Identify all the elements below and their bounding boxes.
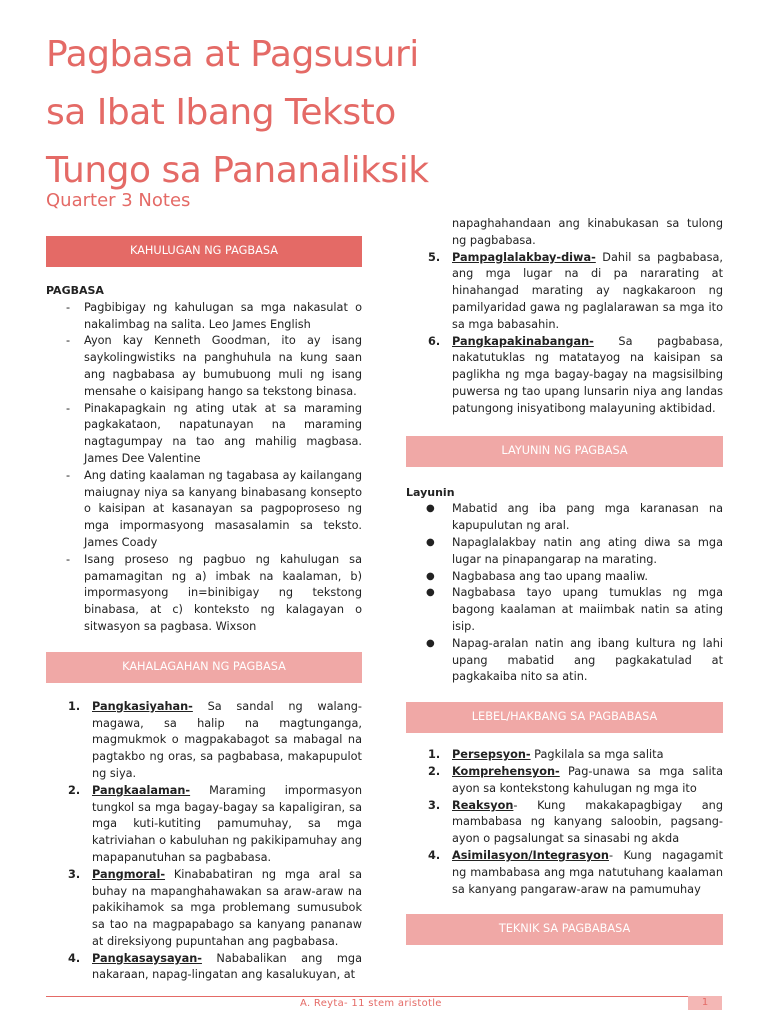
list-item [406,764,723,798]
list-item [46,783,362,867]
document-subtitle: Quarter 3 Notes [46,190,191,211]
list-number: 4. [68,951,81,965]
list-term: Pangkasiyahan- [92,699,193,713]
list-item-text: Nagbabasa tayo upang tumuklas ng mga bagong kaalaman at maiimbak natin sa ating isip. [452,586,723,633]
list-term: Pampaglalakbay-diwa- [452,250,596,264]
list-number: 6. [428,334,441,348]
kahalagahan-list [46,699,362,985]
list-number: 2. [428,764,441,778]
list-item: ● Mabatid ang iba pang mga karanasan na kapupulutan ng aral. [406,501,723,535]
list-item-text: Ayon kay Kenneth Goodman, ito ay isang saykolingwistiks na panghuhula na kung saan ang nagbabasa ay bumubuong muli ng isang mensahe o kaisipang hango sa tekstong binasa. [84,334,362,398]
document-title [46,26,506,200]
list-item [46,951,362,985]
list-item [406,848,723,898]
list-number: 1. [68,699,81,713]
list-item-text: Sa pagbabasa, nakatutuklas ng matatayog na kaisipan sa paglikha ng mga bagay-bagay na magsisilbing puwersa ng tao upang lunsarin niya ang landas patungong inisyatibong malayuning aktibidad. [452,334,723,415]
title-line-2: sa Ibat Ibang Teksto [46,92,396,133]
title-line-1: Pagbasa at Pagsusuri [46,34,419,75]
section-heading-pagbasa: PAGBASA [46,284,104,297]
list-term: Asimilasyon/Integrasyon [452,848,609,862]
list-item-text: Maraming impormasyon tungkol sa mga bagay-bagay sa kapaligiran, sa mga kuti-kutiting pamumuhay, sa mga katriviahan o kabuluhan ng pakikipamuhay ang mapapanutuhan sa pagbabasa. [92,783,362,864]
list-item-text: Sa sandal ng walang-magawa, sa halip na magtunganga, magmukmok o magpakabagot sa mabagal na pagtakbo ng oras, sa pagbabasa, makapupulot ng siya. [92,699,362,780]
list-item-text: Pinakapagkain ng ating utak at sa maraming pagkakataon, napatunayan na maraming nagtagumpay na tao ang mahilig magbasa. James Dee Valentine [84,401,362,465]
continued-text: napaghahandaan ang kinabukasan sa tulong ng pagbabasa. [452,217,723,247]
list-item-text: Pag-unawa sa mga salita ayon sa kontekstong kahulugan ng mga ito [452,764,723,795]
list-item: - Ang dating kaalaman ng tagabasa ay kailangang maiugnay niya sa kanyang binabasang konsepto o kaisipan at kasanayan sa pagpoproseso ng mga impormasyong masasalamin sa teksto. James Coady [46,468,362,552]
list-term: Persepsyon- [452,748,531,762]
layunin-list [406,501,723,686]
list-item-text: Ang dating kaalaman ng tagabasa ay kailangang maiugnay niya sa kanyang binabasang konsepto o kaisipan at kasanayan sa pagpoproseso ng mga impormasyong masasalamin sa teksto. James Coady [84,468,362,549]
list-number: 2. [68,783,81,797]
list-item: - Ayon kay Kenneth Goodman, ito ay isang saykolingwistiks na panghuhula na kung saan ang nagbabasa ay bumubuong muli ng isang mensahe o kaisipang hango sa tekstong binasa. [46,333,362,400]
section-banner-kahalagahan: KAHALAGAHAN NG PAGBASA [46,652,362,683]
list-item-text: - Kung nagagamit ng mambabasa ang mga natutuhang kaalaman sa kanyang pangaraw-araw na pamumuhay [452,848,723,896]
list-item: ● Nagbabasa ang tao upang maaliw. [406,569,723,586]
list-item: - Pagbibigay ng kahulugan sa mga nakasulat o nakalimbag na salita. Leo James English [46,300,362,334]
list-number: 3. [428,798,441,812]
footer-author: A. Reyta- 11 stem aristotle [300,998,442,1009]
section-banner-lebel: LEBEL/HAKBANG SA PAGBABASA [406,702,723,733]
right-column [406,216,723,945]
list-number: 3. [68,867,81,881]
list-item: ● Napaglalakbay natin ang ating diwa sa mga lugar na pinapangarap na marating. [406,535,723,569]
title-line-3: Tungo sa Pananaliksik [46,150,429,191]
list-term: Komprehensyon- [452,764,560,778]
list-item-text: Napaglalakbay natin ang ating diwa sa mga lugar na pinapangarap na marating. [452,535,723,566]
list-item: - Pinakapagkain ng ating utak at sa maraming pagkakataon, napatunayan na maraming nagtagumpay na tao ang mahilig magbasa. James Dee Valentine [46,401,362,468]
list-term: Pangkapakinabangan- [452,334,594,348]
section-heading-layunin: Layunin [406,485,455,499]
left-column [46,236,362,984]
footer-divider [46,996,722,997]
list-item: - Isang proseso ng pagbuo ng kahulugan sa pamamagitan ng a) imbak na kaalaman, b) impormasyong in=binibigay ng tekstong binabasa, at c) konteksto ng kalagayan o sitwasyon sa pagbasa. Wixson [46,552,362,636]
section-banner-layunin: LAYUNIN NG PAGBASA [406,436,723,467]
list-item [406,250,723,334]
list-number: 4. [428,848,441,862]
list-item-text: Mabatid ang iba pang mga karanasan na kapupulutan ng aral. [452,502,723,533]
list-item-text: Isang proseso ng pagbuo ng kahulugan sa pamamagitan ng a) imbak na kaalaman, b) impormasyong in=binibigay ng tekstong binabasa, at c) konteksto ng kalagayan o sitwasyon sa pagbasa. Wixson [84,552,362,633]
list-item-text: Pagbibigay ng kahulugan sa mga nakasulat o nakalimbag na salita. Leo James English [84,300,362,331]
list-item: ● Napag-aralan natin ang ibang kultura ng lahi upang mabatid ang pagkakatulad at pagkakaiba nito sa atin. [406,636,723,686]
lebel-list [406,747,723,898]
list-number: 1. [428,748,441,762]
page-number: 1 [688,996,722,1010]
list-item-text: Napag-aralan natin ang ibang kultura ng lahi upang mabatid ang pagkakatulad at pagkakaiba nito sa atin. [452,636,723,684]
list-item-text: Nagbabasa ang tao upang maaliw. [452,569,648,583]
section-banner-kahulugan: KAHULUGAN NG PAGBASA [46,236,362,267]
list-term: Pangkaalaman- [92,783,191,797]
list-item-text: Dahil sa pagbabasa, ang mga lugar na di pa nararating at hinahangad marating ay nagkakaroon ng pamilyaridad gawa ng paglalarawan sa mga ito sa mga babasahin. [452,250,723,331]
section-banner-teknik: TEKNIK SA PAGBABASA [406,914,723,945]
list-item-text: Nababalikan ang mga nakaraan, napag-lingatan ang kasalukuyan, at [92,951,362,982]
list-item [406,334,723,418]
list-item [46,699,362,783]
list-term: Pangkasaysayan- [92,951,202,965]
list-term: Pangmoral- [92,867,166,881]
list-item [406,747,723,764]
list-item-text: Kinababatiran ng mga aral sa buhay na mapanghahawakan sa araw-araw na pakikihamok sa mga problemang sumusubok sa tao na magpapabago sa kanyang pananaw at direksiyong pupuntahan ang pagbabasa. [92,867,362,948]
list-term: Reaksyon [452,798,514,812]
list-item-text: Pagkilala sa mga salita [530,748,664,762]
list-item [46,867,362,951]
list-item: ● Nagbabasa tayo upang tumuklas ng mga bagong kaalaman at maiimbak natin sa ating isip. [406,585,723,635]
kahalagahan-list-continued [406,250,723,418]
list-item [406,798,723,848]
list-number: 5. [428,250,441,264]
kahulugan-list [46,300,362,636]
list-item-text: - Kung makakapagbigay ang mambabasa ng kanyang saloobin, pagsang-ayon o pagsalungat sa sinasabi ng akda [452,798,723,846]
